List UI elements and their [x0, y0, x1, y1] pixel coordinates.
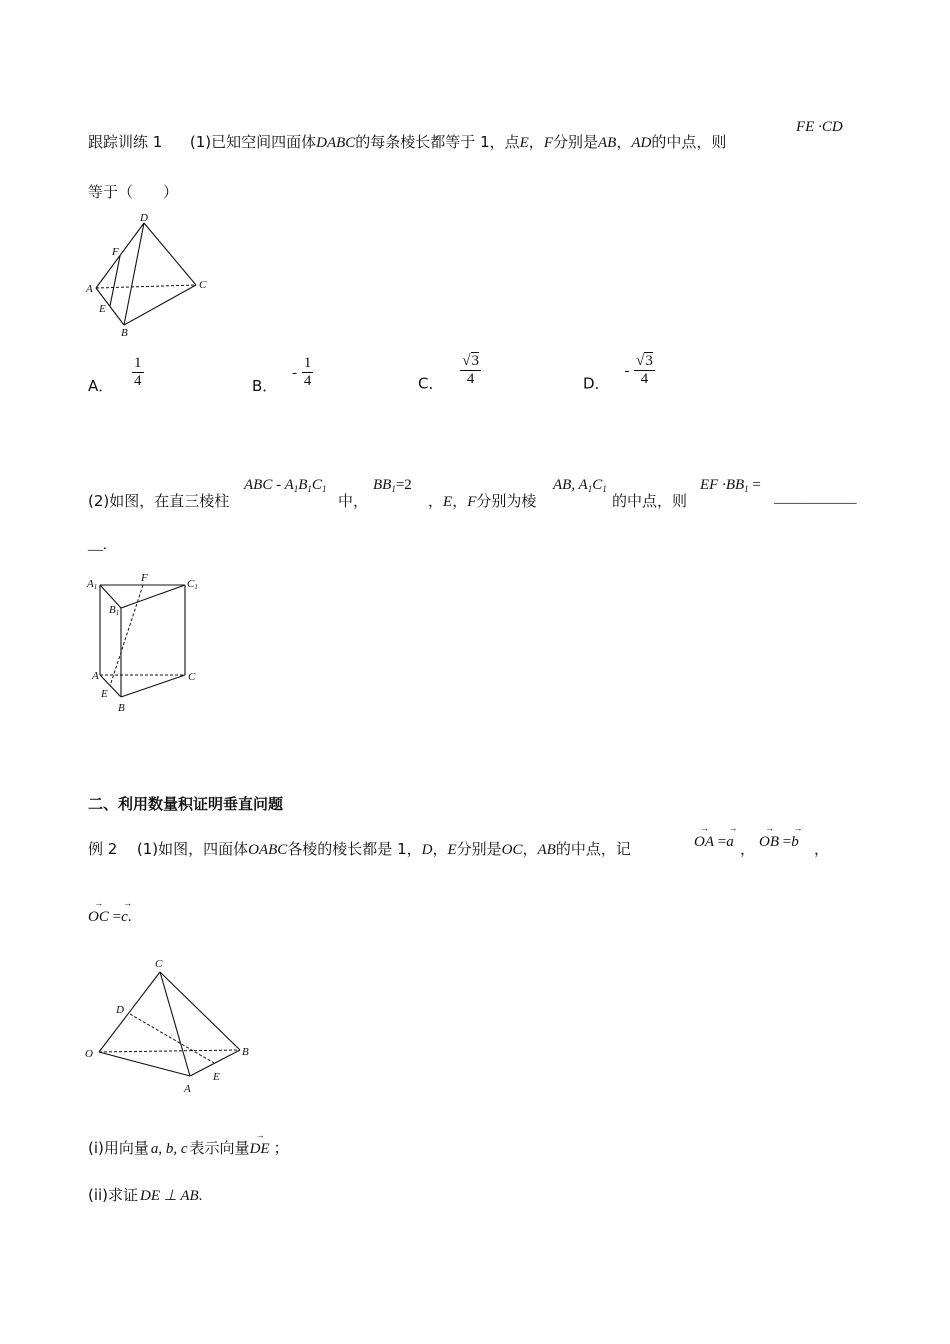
edge-cb: [160, 972, 240, 1050]
label-e: E: [213, 1071, 220, 1083]
example2-de-vector: → DE: [250, 1141, 270, 1158]
label-a: A: [86, 283, 93, 295]
problem2-zhong: 中，: [338, 492, 369, 510]
problem2-expression: EF $\cdot BB_1$ =: [700, 477, 761, 494]
example2-label: 例 2: [88, 840, 118, 858]
label-b: B: [121, 327, 128, 339]
label-c: C: [199, 279, 207, 291]
edge-oc: [99, 972, 160, 1052]
edge-bc: [121, 675, 185, 697]
label-f: F: [112, 246, 119, 258]
segment-de: [130, 1014, 214, 1063]
edge-oa: [99, 1052, 190, 1076]
problem2-line2: __.: [88, 537, 107, 553]
edge-b1c1: [121, 585, 185, 608]
problem2-text-c: 的中点，则: [612, 492, 688, 510]
option-d-fraction: $\frac{√3}{4}$: [636, 353, 653, 387]
problem2-prism-name: ABC - $A_1B_1C_1$: [244, 477, 327, 494]
edge-db: [124, 223, 144, 325]
problem1-line1: 跟踪训练 1 (1)已知空间四面体DABC的每条棱长都等于 1，点E，F分别是AB，AD的中点，则: [88, 133, 727, 151]
label-d: D: [140, 212, 148, 224]
edge-ca: [160, 972, 190, 1076]
label-c1: C1: [187, 578, 198, 591]
edge-bc: [124, 285, 196, 325]
figure-right-prism: [84, 570, 214, 718]
label-b: B: [242, 1046, 249, 1058]
label-c: C: [155, 958, 163, 970]
label-a: A: [92, 670, 99, 682]
edge-da: [96, 223, 144, 288]
example2-oc-eq-c: → OC =→ c.: [88, 909, 131, 926]
figure-tetrahedron-dabc: [82, 208, 217, 340]
label-d: D: [116, 1004, 124, 1016]
problem1-line2: 等于（ ）: [88, 183, 179, 201]
option-c-fraction: $\frac{√3}{4}$: [462, 353, 479, 387]
problem2-bb1: $BB_1=2$: [373, 477, 412, 494]
option-d[interactable]: D． - $\frac{√3}{4}$: [583, 353, 653, 393]
figure-tetrahedron-oabc: [82, 952, 257, 1100]
edge-ob-hidden: [99, 1050, 240, 1052]
problem2-edges: AB, $A_1C_1$: [553, 477, 607, 494]
label-a1: A1: [87, 578, 98, 591]
option-b[interactable]: B． - $\frac{1}{4}$: [252, 355, 312, 395]
example2-comma2: ，: [814, 840, 830, 858]
example2-abc-vectors: a, b, c: [150, 1141, 188, 1157]
option-a-fraction: $\frac{1}{4}$: [134, 355, 142, 389]
label-b: B: [118, 702, 125, 714]
problem2-line1-text: (2)如图，在直三棱柱: [88, 492, 230, 510]
example2-part1: (i)用向量 a, b, c 表示向量→ DE ；: [88, 1137, 289, 1158]
label-c: C: [188, 671, 196, 683]
problem1-expression: FE ·CD: [796, 119, 843, 135]
option-c[interactable]: C． $\frac{√3}{4}$: [418, 353, 479, 393]
example2-ob-eq-b: → OB =→ b: [759, 834, 799, 851]
edge-ac-hidden: [96, 285, 196, 288]
edge-dc: [144, 223, 196, 285]
example2-comma1: ，: [740, 840, 756, 858]
label-a: A: [184, 1083, 191, 1095]
example2-part2: (ii)求证 DE ⊥ AB.: [88, 1186, 203, 1204]
segment-ef: [110, 585, 143, 686]
example2-perp-statement: DE ⊥ AB: [140, 1188, 199, 1204]
section-title: 二、利用数量积证明垂直问题: [88, 795, 284, 813]
label-e: E: [99, 303, 106, 315]
example2-oa-eq-a: → OA =→ a: [694, 834, 734, 851]
option-b-fraction: $\frac{1}{4}$: [303, 355, 312, 389]
segment-fe: [110, 256, 120, 306]
option-a[interactable]: A． $\frac{1}{4}$: [88, 355, 142, 395]
label-b1: B1: [109, 604, 120, 617]
problem2-answer-blank[interactable]: ___________: [774, 490, 857, 506]
label-o: O: [85, 1048, 93, 1060]
problem2-text-mid: ，E，F分别为棱: [428, 492, 537, 510]
problem1-label: 跟踪训练 1: [88, 133, 163, 151]
label-e: E: [101, 688, 108, 700]
label-f: F: [141, 572, 148, 584]
example2-line1: 例 2 (1)如图，四面体OABC各棱的棱长都是 1，D，E分别是OC，AB的中点，记: [88, 840, 631, 858]
